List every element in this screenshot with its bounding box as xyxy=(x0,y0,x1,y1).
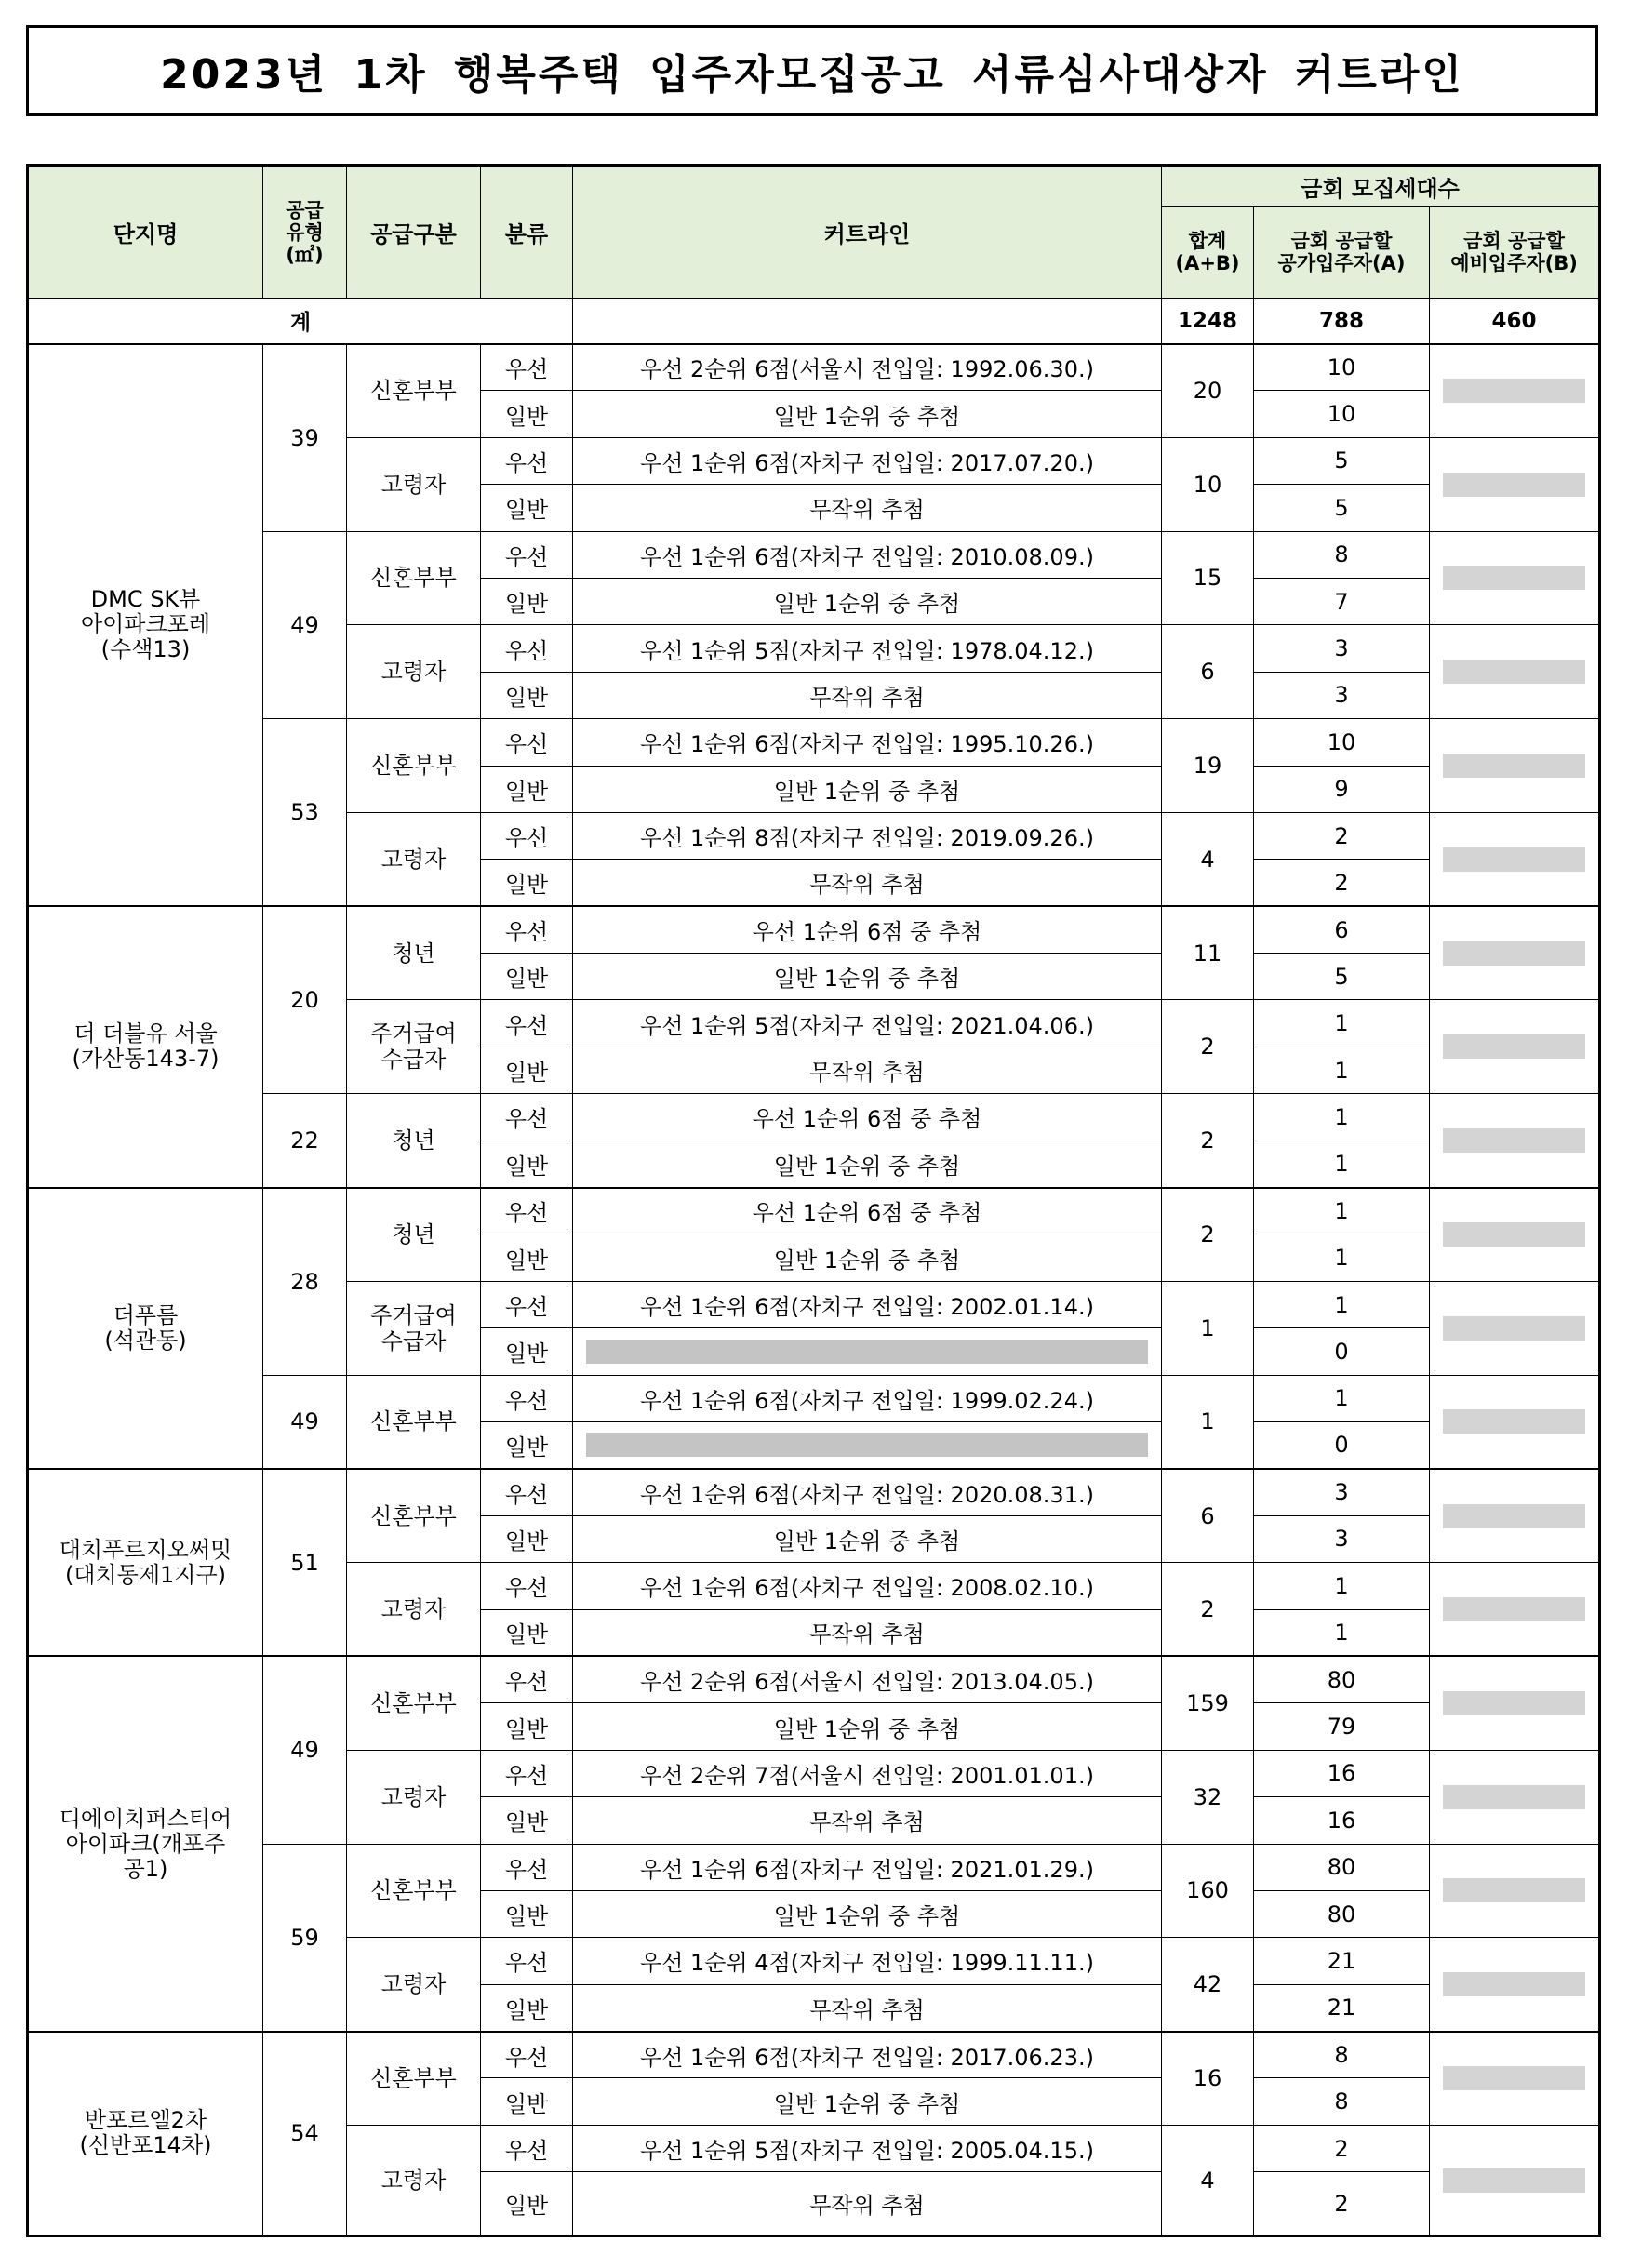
vacant-a-cell: 5 xyxy=(1254,954,1430,1000)
redaction-bar xyxy=(1443,754,1585,778)
redaction-bar xyxy=(1443,1222,1585,1247)
supply-category-cell xyxy=(347,1750,481,1844)
complex-name-cell xyxy=(28,1188,263,1469)
header-cutline: 커트라인 xyxy=(573,166,1162,299)
sum-cell: 16 xyxy=(1162,2032,1254,2126)
vacant-a-cell: 10 xyxy=(1254,719,1430,766)
table-row xyxy=(28,1844,1600,1890)
vacant-a-cell: 1 xyxy=(1254,1094,1430,1141)
vacant-a-cell: 1 xyxy=(1254,1234,1430,1281)
cutline-cell: 우선 1순위 6점 중 추첨 xyxy=(573,1188,1162,1234)
reserve-b-cell-redacted xyxy=(1430,531,1600,625)
complex-name-line: 반포르엘2차 xyxy=(84,2107,207,2134)
supply-category-cell xyxy=(347,812,481,906)
supply-category-cell xyxy=(347,531,481,625)
class-cell: 우선 xyxy=(481,1563,573,1609)
reserve-b-cell-redacted xyxy=(1430,719,1600,813)
vacant-a-cell: 7 xyxy=(1254,578,1430,624)
redaction-bar xyxy=(1443,660,1585,684)
reserve-b-cell-redacted xyxy=(1430,906,1600,1000)
complex-name-line: (수색13) xyxy=(100,636,191,663)
class-cell: 우선 xyxy=(481,344,573,391)
cutline-cell: 우선 1순위 6점 중 추첨 xyxy=(573,906,1162,953)
class-cell: 우선 xyxy=(481,1281,573,1327)
complex-name-line: 공1) xyxy=(123,1855,168,1882)
complex-name-line: (가산동143-7) xyxy=(72,1046,220,1073)
vacant-a-cell: 79 xyxy=(1254,1703,1430,1750)
supply-category-line: 고령자 xyxy=(380,471,447,498)
supply-category-cell xyxy=(347,1375,481,1469)
cutline-cell: 일반 1순위 중 추첨 xyxy=(573,2078,1162,2125)
sum-cell: 6 xyxy=(1162,625,1254,719)
cutline-cell: 무작위 추첨 xyxy=(573,1047,1162,1093)
sum-cell: 1 xyxy=(1162,1375,1254,1469)
class-cell: 우선 xyxy=(481,437,573,484)
cutline-cell: 우선 2순위 6점(서울시 전입일: 1992.06.30.) xyxy=(573,344,1162,391)
redaction-bar xyxy=(1443,2066,1585,2090)
complex-group xyxy=(28,1469,1600,1657)
class-cell: 일반 xyxy=(481,2078,573,2125)
reserve-b-cell-redacted xyxy=(1430,1656,1600,1750)
class-cell: 일반 xyxy=(481,766,573,812)
redaction-bar xyxy=(1443,1409,1585,1434)
supply-category-line: 신혼부부 xyxy=(370,1408,457,1435)
cutline-cell: 우선 1순위 6점 중 추첨 xyxy=(573,1094,1162,1141)
class-cell: 일반 xyxy=(481,1141,573,1187)
complex-name-cell xyxy=(28,344,263,907)
table-row xyxy=(28,1656,1600,1702)
supply-category-cell xyxy=(347,437,481,531)
vacant-a-cell: 80 xyxy=(1254,1844,1430,1890)
sum-cell: 2 xyxy=(1162,1094,1254,1188)
cutline-cell: 우선 1순위 6점(자치구 전입일: 2008.02.10.) xyxy=(573,1563,1162,1609)
cutline-cell: 우선 1순위 4점(자치구 전입일: 1999.11.11.) xyxy=(573,1938,1162,1984)
vacant-a-cell: 9 xyxy=(1254,766,1430,812)
sum-cell: 159 xyxy=(1162,1656,1254,1750)
supply-category-line: 신혼부부 xyxy=(370,378,457,405)
complex-group xyxy=(28,2032,1600,2236)
sum-cell: 2 xyxy=(1162,1563,1254,1657)
cutline-cell: 우선 1순위 6점(자치구 전입일: 1999.02.24.) xyxy=(573,1375,1162,1421)
redaction-bar xyxy=(1443,1504,1585,1528)
supply-category-cell xyxy=(347,1469,481,1563)
cutline-cell: 일반 1순위 중 추첨 xyxy=(573,954,1162,1000)
table-row xyxy=(28,1469,1600,1515)
cutline-table xyxy=(26,164,1601,2237)
vacant-a-cell: 2 xyxy=(1254,812,1430,859)
sum-cell: 4 xyxy=(1162,812,1254,906)
cutline-cell: 무작위 추첨 xyxy=(573,1797,1162,1844)
sum-cell: 42 xyxy=(1162,1938,1254,2032)
reserve-b-cell-redacted xyxy=(1430,1750,1600,1844)
vacant-a-cell: 1 xyxy=(1254,1141,1430,1187)
redaction-bar xyxy=(1443,847,1585,872)
total-cutline-blank xyxy=(573,299,1162,344)
class-cell: 우선 xyxy=(481,2125,573,2171)
vacant-a-cell: 6 xyxy=(1254,906,1430,953)
class-cell: 일반 xyxy=(481,1984,573,2031)
complex-name-line: 대치푸르지오써밋 xyxy=(59,1536,233,1563)
supply-category-line: 신혼부부 xyxy=(370,1877,457,1904)
vacant-a-cell: 8 xyxy=(1254,2032,1430,2078)
header-reserve-b xyxy=(1430,207,1600,299)
cutline-cell: 우선 1순위 5점(자치구 전입일: 2005.04.15.) xyxy=(573,2125,1162,2171)
class-cell: 일반 xyxy=(481,1421,573,1468)
sum-cell: 4 xyxy=(1162,2125,1254,2235)
class-cell: 일반 xyxy=(481,578,573,624)
class-cell: 우선 xyxy=(481,812,573,859)
vacant-a-cell: 5 xyxy=(1254,485,1430,531)
vacant-a-cell: 0 xyxy=(1254,1421,1430,1468)
header-sum-line: 합계 xyxy=(1188,230,1227,252)
sum-cell: 2 xyxy=(1162,1000,1254,1094)
complex-group xyxy=(28,1188,1600,1469)
vacant-a-cell: 3 xyxy=(1254,1515,1430,1562)
header-supply-type xyxy=(263,166,347,299)
supply-category-cell xyxy=(347,1563,481,1657)
header-supply-type-line: 유형 xyxy=(286,220,324,244)
cutline-cell: 무작위 추첨 xyxy=(573,1609,1162,1656)
cutline-cell: 일반 1순위 중 추첨 xyxy=(573,1703,1162,1750)
supply-category-line: 고령자 xyxy=(380,659,447,686)
class-cell: 우선 xyxy=(481,1656,573,1702)
cutline-cell: 우선 1순위 6점(자치구 전입일: 1995.10.26.) xyxy=(573,719,1162,766)
supply-category-line: 신혼부부 xyxy=(370,1690,457,1717)
cutline-cell: 일반 1순위 중 추첨 xyxy=(573,391,1162,437)
sum-cell: 32 xyxy=(1162,1750,1254,1844)
reserve-b-cell-redacted xyxy=(1430,1281,1600,1375)
supply-type-cell: 59 xyxy=(263,1844,347,2032)
vacant-a-cell: 21 xyxy=(1254,1938,1430,1984)
cutline-cell: 무작위 추첨 xyxy=(573,485,1162,531)
reserve-b-cell-redacted xyxy=(1430,1000,1600,1094)
complex-group xyxy=(28,344,1600,907)
sum-cell: 15 xyxy=(1162,531,1254,625)
supply-category-cell xyxy=(347,344,481,438)
supply-type-cell: 54 xyxy=(263,2032,347,2236)
redaction-bar xyxy=(586,1340,1148,1364)
supply-category-cell xyxy=(347,1938,481,2032)
supply-type-cell: 49 xyxy=(263,1375,347,1469)
supply-category-line: 고령자 xyxy=(380,1783,447,1810)
supply-category-line: 신혼부부 xyxy=(370,565,457,592)
supply-category-line: 청년 xyxy=(392,1127,435,1154)
supply-type-cell: 49 xyxy=(263,1656,347,1844)
vacant-a-cell: 1 xyxy=(1254,1609,1430,1656)
vacant-a-cell: 16 xyxy=(1254,1750,1430,1796)
supply-category-line: 신혼부부 xyxy=(370,1502,457,1529)
supply-category-line: 고령자 xyxy=(380,1595,447,1622)
supply-category-line: 신혼부부 xyxy=(370,753,457,780)
header-sum-line: (A+B) xyxy=(1175,252,1240,274)
supply-category-cell xyxy=(347,906,481,1000)
class-cell: 일반 xyxy=(481,672,573,718)
class-cell: 일반 xyxy=(481,485,573,531)
class-cell: 우선 xyxy=(481,1094,573,1141)
cutline-cell: 무작위 추첨 xyxy=(573,672,1162,718)
complex-name-line: 아이파크(개포주 xyxy=(65,1830,226,1857)
supply-category-cell xyxy=(347,1844,481,1938)
reserve-b-cell-redacted xyxy=(1430,1563,1600,1657)
sum-cell: 6 xyxy=(1162,1469,1254,1563)
cutline-cell: 무작위 추첨 xyxy=(573,1984,1162,2031)
vacant-a-cell: 80 xyxy=(1254,1656,1430,1702)
reserve-b-cell-redacted xyxy=(1430,2032,1600,2126)
class-cell: 우선 xyxy=(481,1375,573,1421)
header-recruit-count: 금회 모집세대수 xyxy=(1162,166,1600,207)
class-cell: 일반 xyxy=(481,1328,573,1375)
supply-category-line: 고령자 xyxy=(380,2167,447,2194)
vacant-a-cell: 10 xyxy=(1254,391,1430,437)
complex-name-line: 더 더블유 서울 xyxy=(73,1021,218,1047)
cutline-cell: 우선 1순위 5점(자치구 전입일: 1978.04.12.) xyxy=(573,625,1162,672)
supply-type-cell: 22 xyxy=(263,1094,347,1188)
total-sum: 1248 xyxy=(1162,299,1254,344)
document-title: 2023년 1차 행복주택 입주자모집공고 서류심사대상자 커트라인 xyxy=(160,51,1464,99)
reserve-b-cell-redacted xyxy=(1430,1094,1600,1188)
supply-category-cell xyxy=(347,1656,481,1750)
class-cell: 일반 xyxy=(481,1515,573,1562)
vacant-a-cell: 8 xyxy=(1254,2078,1430,2125)
class-cell: 우선 xyxy=(481,531,573,578)
vacant-a-cell: 1 xyxy=(1254,1047,1430,1093)
reserve-b-cell-redacted xyxy=(1430,1375,1600,1469)
class-cell: 일반 xyxy=(481,2172,573,2236)
class-cell: 우선 xyxy=(481,906,573,953)
header-class: 분류 xyxy=(481,166,573,299)
table-row xyxy=(28,1094,1600,1141)
class-cell: 우선 xyxy=(481,1750,573,1796)
total-vacant-a: 788 xyxy=(1254,299,1430,344)
complex-name-cell xyxy=(28,906,263,1187)
cutline-cell: 일반 1순위 중 추첨 xyxy=(573,1141,1162,1187)
table-row xyxy=(28,2032,1600,2078)
vacant-a-cell: 1 xyxy=(1254,1563,1430,1609)
class-cell: 우선 xyxy=(481,719,573,766)
supply-type-cell: 51 xyxy=(263,1469,347,1657)
header-vacant-a xyxy=(1254,207,1430,299)
redaction-bar xyxy=(1443,1597,1585,1621)
cutline-cell: 우선 1순위 6점(자치구 전입일: 2002.01.14.) xyxy=(573,1281,1162,1327)
cutline-cell: 우선 1순위 8점(자치구 전입일: 2019.09.26.) xyxy=(573,812,1162,859)
redaction-bar xyxy=(1443,941,1585,966)
complex-name-line: (대치동제1지구) xyxy=(64,1561,227,1588)
supply-type-cell: 49 xyxy=(263,531,347,719)
supply-type-cell: 28 xyxy=(263,1188,347,1376)
total-reserve-b: 460 xyxy=(1430,299,1600,344)
header-supply-type-line: 공급 xyxy=(286,198,324,221)
complex-name-cell xyxy=(28,1469,263,1657)
cutline-cell: 일반 1순위 중 추첨 xyxy=(573,578,1162,624)
document-title-box xyxy=(26,25,1598,116)
supply-category-cell xyxy=(347,1094,481,1188)
reserve-b-cell-redacted xyxy=(1430,344,1600,438)
sum-cell: 2 xyxy=(1162,1188,1254,1282)
supply-category-cell xyxy=(347,2125,481,2235)
total-row xyxy=(28,299,1600,344)
vacant-a-cell: 80 xyxy=(1254,1890,1430,1937)
supply-category-line: 수급자 xyxy=(380,1047,447,1074)
redaction-bar xyxy=(586,1433,1148,1457)
class-cell: 우선 xyxy=(481,2032,573,2078)
supply-type-cell: 39 xyxy=(263,344,347,532)
redaction-bar xyxy=(1443,1972,1585,1996)
supply-category-line: 주거급여 xyxy=(370,1021,457,1047)
header-complex: 단지명 xyxy=(28,166,263,299)
reserve-b-cell-redacted xyxy=(1430,625,1600,719)
cutline-cell: 일반 1순위 중 추첨 xyxy=(573,766,1162,812)
table-row xyxy=(28,719,1600,766)
cutline-cell: 우선 1순위 6점(자치구 전입일: 2020.08.31.) xyxy=(573,1469,1162,1515)
sum-cell: 160 xyxy=(1162,1844,1254,1938)
header-reserve-b-line: 금회 공급할 xyxy=(1463,230,1565,252)
complex-name-line: DMC SK뷰 xyxy=(90,586,201,613)
supply-category-line: 신혼부부 xyxy=(370,2065,457,2092)
redaction-bar xyxy=(1443,2168,1585,2193)
class-cell: 일반 xyxy=(481,1609,573,1656)
vacant-a-cell: 3 xyxy=(1254,672,1430,718)
complex-name-cell xyxy=(28,2032,263,2236)
redaction-bar xyxy=(1443,379,1585,403)
reserve-b-cell-redacted xyxy=(1430,1844,1600,1938)
redaction-bar xyxy=(1443,566,1585,590)
cutline-cell: 우선 1순위 6점(자치구 전입일: 2017.06.23.) xyxy=(573,2032,1162,2078)
complex-name-line: 디에이치퍼스티어 xyxy=(59,1805,233,1832)
class-cell: 일반 xyxy=(481,1234,573,1281)
supply-category-line: 청년 xyxy=(392,940,435,967)
redaction-bar xyxy=(1443,1878,1585,1902)
class-cell: 우선 xyxy=(481,1188,573,1234)
complex-name-line: (신반포14차) xyxy=(79,2132,212,2159)
redaction-bar xyxy=(1443,473,1585,497)
class-cell: 일반 xyxy=(481,1797,573,1844)
redaction-bar xyxy=(1443,1691,1585,1715)
supply-category-cell xyxy=(347,719,481,813)
cutline-cell: 우선 1순위 6점(자치구 전입일: 2017.07.20.) xyxy=(573,437,1162,484)
vacant-a-cell: 3 xyxy=(1254,625,1430,672)
sum-cell: 19 xyxy=(1162,719,1254,813)
cutline-cell: 우선 2순위 7점(서울시 전입일: 2001.01.01.) xyxy=(573,1750,1162,1796)
complex-name-line: 더푸름 xyxy=(113,1301,179,1328)
reserve-b-cell-redacted xyxy=(1430,1469,1600,1563)
redaction-bar xyxy=(1443,1034,1585,1059)
supply-category-cell xyxy=(347,1188,481,1282)
supply-category-cell xyxy=(347,2032,481,2126)
class-cell: 우선 xyxy=(481,1469,573,1515)
supply-category-line: 청년 xyxy=(392,1221,435,1248)
redaction-bar xyxy=(1443,1128,1585,1153)
cutline-cell: 일반 1순위 중 추첨 xyxy=(573,1234,1162,1281)
complex-name-line: 아이파크포레 xyxy=(80,611,211,638)
cutline-cell: 우선 1순위 6점(자치구 전입일: 2010.08.09.) xyxy=(573,531,1162,578)
supply-category-line: 고령자 xyxy=(380,846,447,873)
cutline-cell: 우선 1순위 5점(자치구 전입일: 2021.04.06.) xyxy=(573,1000,1162,1047)
sum-cell: 20 xyxy=(1162,344,1254,438)
reserve-b-cell-redacted xyxy=(1430,812,1600,906)
cutline-cell: 무작위 추첨 xyxy=(573,2172,1162,2236)
cutline-cell: 우선 2순위 6점(서울시 전입일: 2013.04.05.) xyxy=(573,1656,1162,1702)
cutline-cell-redacted xyxy=(573,1328,1162,1375)
header-reserve-b-line: 예비입주자(B) xyxy=(1450,252,1578,274)
vacant-a-cell: 1 xyxy=(1254,1375,1430,1421)
table-row xyxy=(28,1375,1600,1421)
table-row xyxy=(28,906,1600,953)
reserve-b-cell-redacted xyxy=(1430,437,1600,531)
header-sum xyxy=(1162,207,1254,299)
supply-category-cell xyxy=(347,1000,481,1094)
complex-group xyxy=(28,906,1600,1187)
sum-cell: 10 xyxy=(1162,437,1254,531)
cutline-cell: 일반 1순위 중 추첨 xyxy=(573,1890,1162,1937)
supply-category-cell xyxy=(347,625,481,719)
vacant-a-cell: 1 xyxy=(1254,1281,1430,1327)
vacant-a-cell: 1 xyxy=(1254,1188,1430,1234)
vacant-a-cell: 0 xyxy=(1254,1328,1430,1375)
header-supply-type-line: (㎡) xyxy=(286,243,324,266)
supply-category-line: 고령자 xyxy=(380,1970,447,1997)
header-category: 공급구분 xyxy=(347,166,481,299)
vacant-a-cell: 8 xyxy=(1254,531,1430,578)
table-row xyxy=(28,344,1600,391)
complex-name-cell xyxy=(28,1656,263,2031)
complex-name-line: (석관동) xyxy=(104,1327,187,1354)
supply-category-line: 주거급여 xyxy=(370,1301,457,1328)
sum-cell: 11 xyxy=(1162,906,1254,1000)
supply-type-cell: 20 xyxy=(263,906,347,1094)
vacant-a-cell: 2 xyxy=(1254,860,1430,906)
sum-cell: 1 xyxy=(1162,1281,1254,1375)
class-cell: 일반 xyxy=(481,391,573,437)
table-row xyxy=(28,1188,1600,1234)
cutline-cell: 무작위 추첨 xyxy=(573,860,1162,906)
vacant-a-cell: 21 xyxy=(1254,1984,1430,2031)
class-cell: 일반 xyxy=(481,1047,573,1093)
vacant-a-cell: 2 xyxy=(1254,2172,1430,2236)
supply-category-line: 수급자 xyxy=(380,1327,447,1354)
cutline-cell: 우선 1순위 6점(자치구 전입일: 2021.01.29.) xyxy=(573,1844,1162,1890)
redaction-bar xyxy=(1443,1316,1585,1341)
vacant-a-cell: 16 xyxy=(1254,1797,1430,1844)
class-cell: 우선 xyxy=(481,1000,573,1047)
cutline-cell-redacted xyxy=(573,1421,1162,1468)
reserve-b-cell-redacted xyxy=(1430,2125,1600,2235)
class-cell: 우선 xyxy=(481,1938,573,1984)
vacant-a-cell: 1 xyxy=(1254,1000,1430,1047)
class-cell: 일반 xyxy=(481,1890,573,1937)
vacant-a-cell: 5 xyxy=(1254,437,1430,484)
header-vacant-a-line: 공가입주자(A) xyxy=(1277,252,1406,274)
header-vacant-a-line: 금회 공급할 xyxy=(1290,230,1393,252)
complex-group xyxy=(28,1656,1600,2031)
reserve-b-cell-redacted xyxy=(1430,1188,1600,1282)
total-label: 계 xyxy=(28,299,573,344)
class-cell: 우선 xyxy=(481,625,573,672)
class-cell: 우선 xyxy=(481,1844,573,1890)
supply-category-cell xyxy=(347,1281,481,1375)
vacant-a-cell: 10 xyxy=(1254,344,1430,391)
class-cell: 일반 xyxy=(481,1703,573,1750)
class-cell: 일반 xyxy=(481,954,573,1000)
vacant-a-cell: 3 xyxy=(1254,1469,1430,1515)
redaction-bar xyxy=(1443,1785,1585,1809)
reserve-b-cell-redacted xyxy=(1430,1938,1600,2032)
vacant-a-cell: 2 xyxy=(1254,2125,1430,2171)
supply-type-cell: 53 xyxy=(263,719,347,907)
cutline-cell: 일반 1순위 중 추첨 xyxy=(573,1515,1162,1562)
class-cell: 일반 xyxy=(481,860,573,906)
table-row xyxy=(28,531,1600,578)
